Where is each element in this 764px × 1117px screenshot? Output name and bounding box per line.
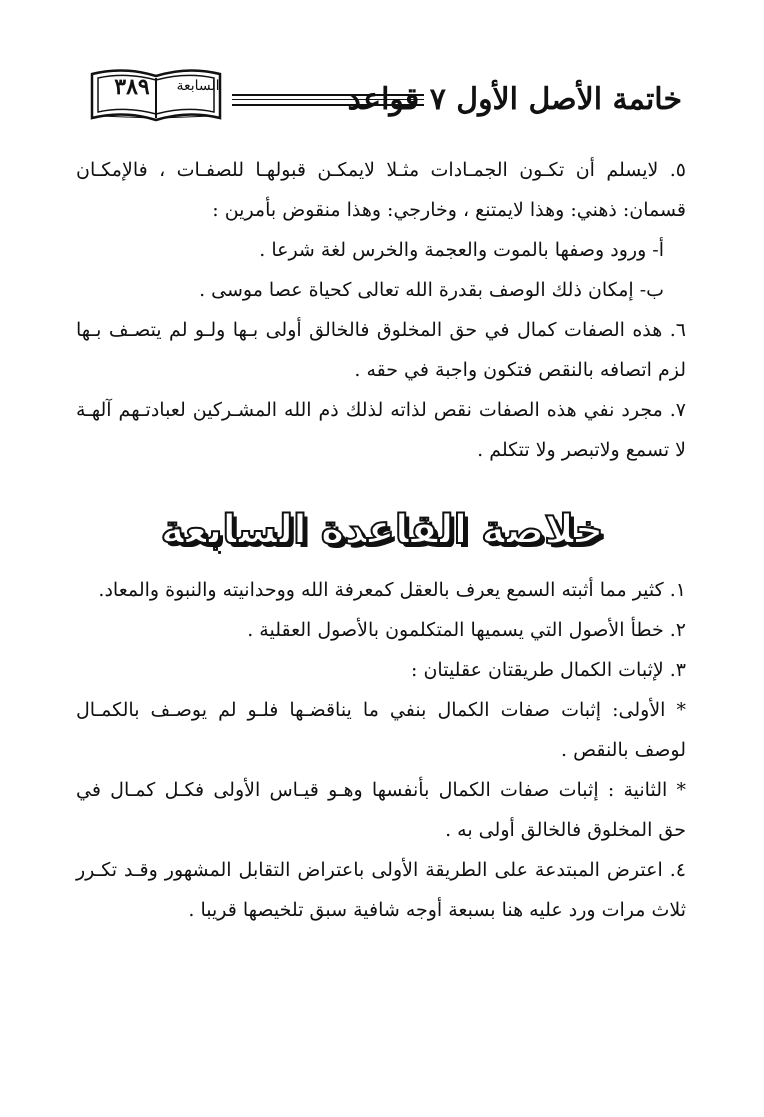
text-line: * الأولى: إثبات صفات الكمال بنفي ما يناقضـها فلـو لم يوصـف بالكمـال (76, 699, 686, 721)
text-line: ٦. هذه الصفات كمال في حق المخلوق فالخالق أولى بـها ولـو لم يتصـف بـها (76, 319, 686, 341)
text-line: قسمان: ذهني: وهذا لايمتنع ، وخارجي: وهذا منقوض بأمرين : (212, 199, 686, 221)
text-line: ٥. لايسلم أن تكـون الجمـادات مثـلا لايمكـن قبولهـا للصفـات ، فالإمكـان (76, 159, 686, 181)
text-line: * الثانية : إثبات صفات الكمال بأنفسها وهـو قيـاس الأولى فكـل كمـال في (76, 779, 686, 801)
open-book-ornament (88, 64, 224, 126)
text-line: لزم اتصافه بالنقص فتكون واجبة في حقه . (354, 359, 686, 381)
body-text-section-2 (76, 570, 686, 930)
text-line: لوصف بالنقص . (560, 739, 686, 761)
text-line: ٧. مجرد نفي هذه الصفات نقص لذاته لذلك ذم الله المشـركين لعبادتـهم آلهـة (76, 399, 686, 421)
text-line: حق المخلوق فالخالق أولى به . (445, 819, 686, 841)
rule-label: السابعة (176, 78, 220, 94)
text-line: ب- إمكان ذلك الوصف بقدرة الله تعالى كحياة عصا موسى . (199, 279, 664, 301)
text-line: ثلاث مرات ورد عليه هنا بسبعة أوجه شافية سبق تلخيصها قريبا . (188, 899, 686, 921)
text-line: ١. كثير مما أثبته السمع يعرف بالعقل كمعرفة الله ووحدانيته والنبوة والمعاد. (98, 579, 686, 601)
text-line: ٢. خطأ الأصول التي يسميها المتكلمون بالأصول العقلية . (247, 619, 686, 641)
section-heading: خلاصة القاعدة السابعة (160, 507, 604, 553)
body-text-section-1 (76, 150, 686, 470)
text-line: لا تسمع ولاتبصر ولا تتكلم . (477, 439, 686, 461)
header-divider (232, 94, 424, 106)
page-number: ٣٨٩ (114, 74, 150, 100)
text-line: أ- ورود وصفها بالموت والعجمة والخرس لغة شرعا . (259, 239, 664, 261)
text-line: ٤. اعترض المبتدعة على الطريقة الأولى باعتراض التقابل المشهور وقـد تكـرر (76, 859, 686, 881)
running-header-title: خاتمة الأصل الأول ٧ قواعد (347, 82, 682, 117)
text-line: ٣. لإثبات الكمال طريقتان عقليتان : (411, 659, 686, 681)
